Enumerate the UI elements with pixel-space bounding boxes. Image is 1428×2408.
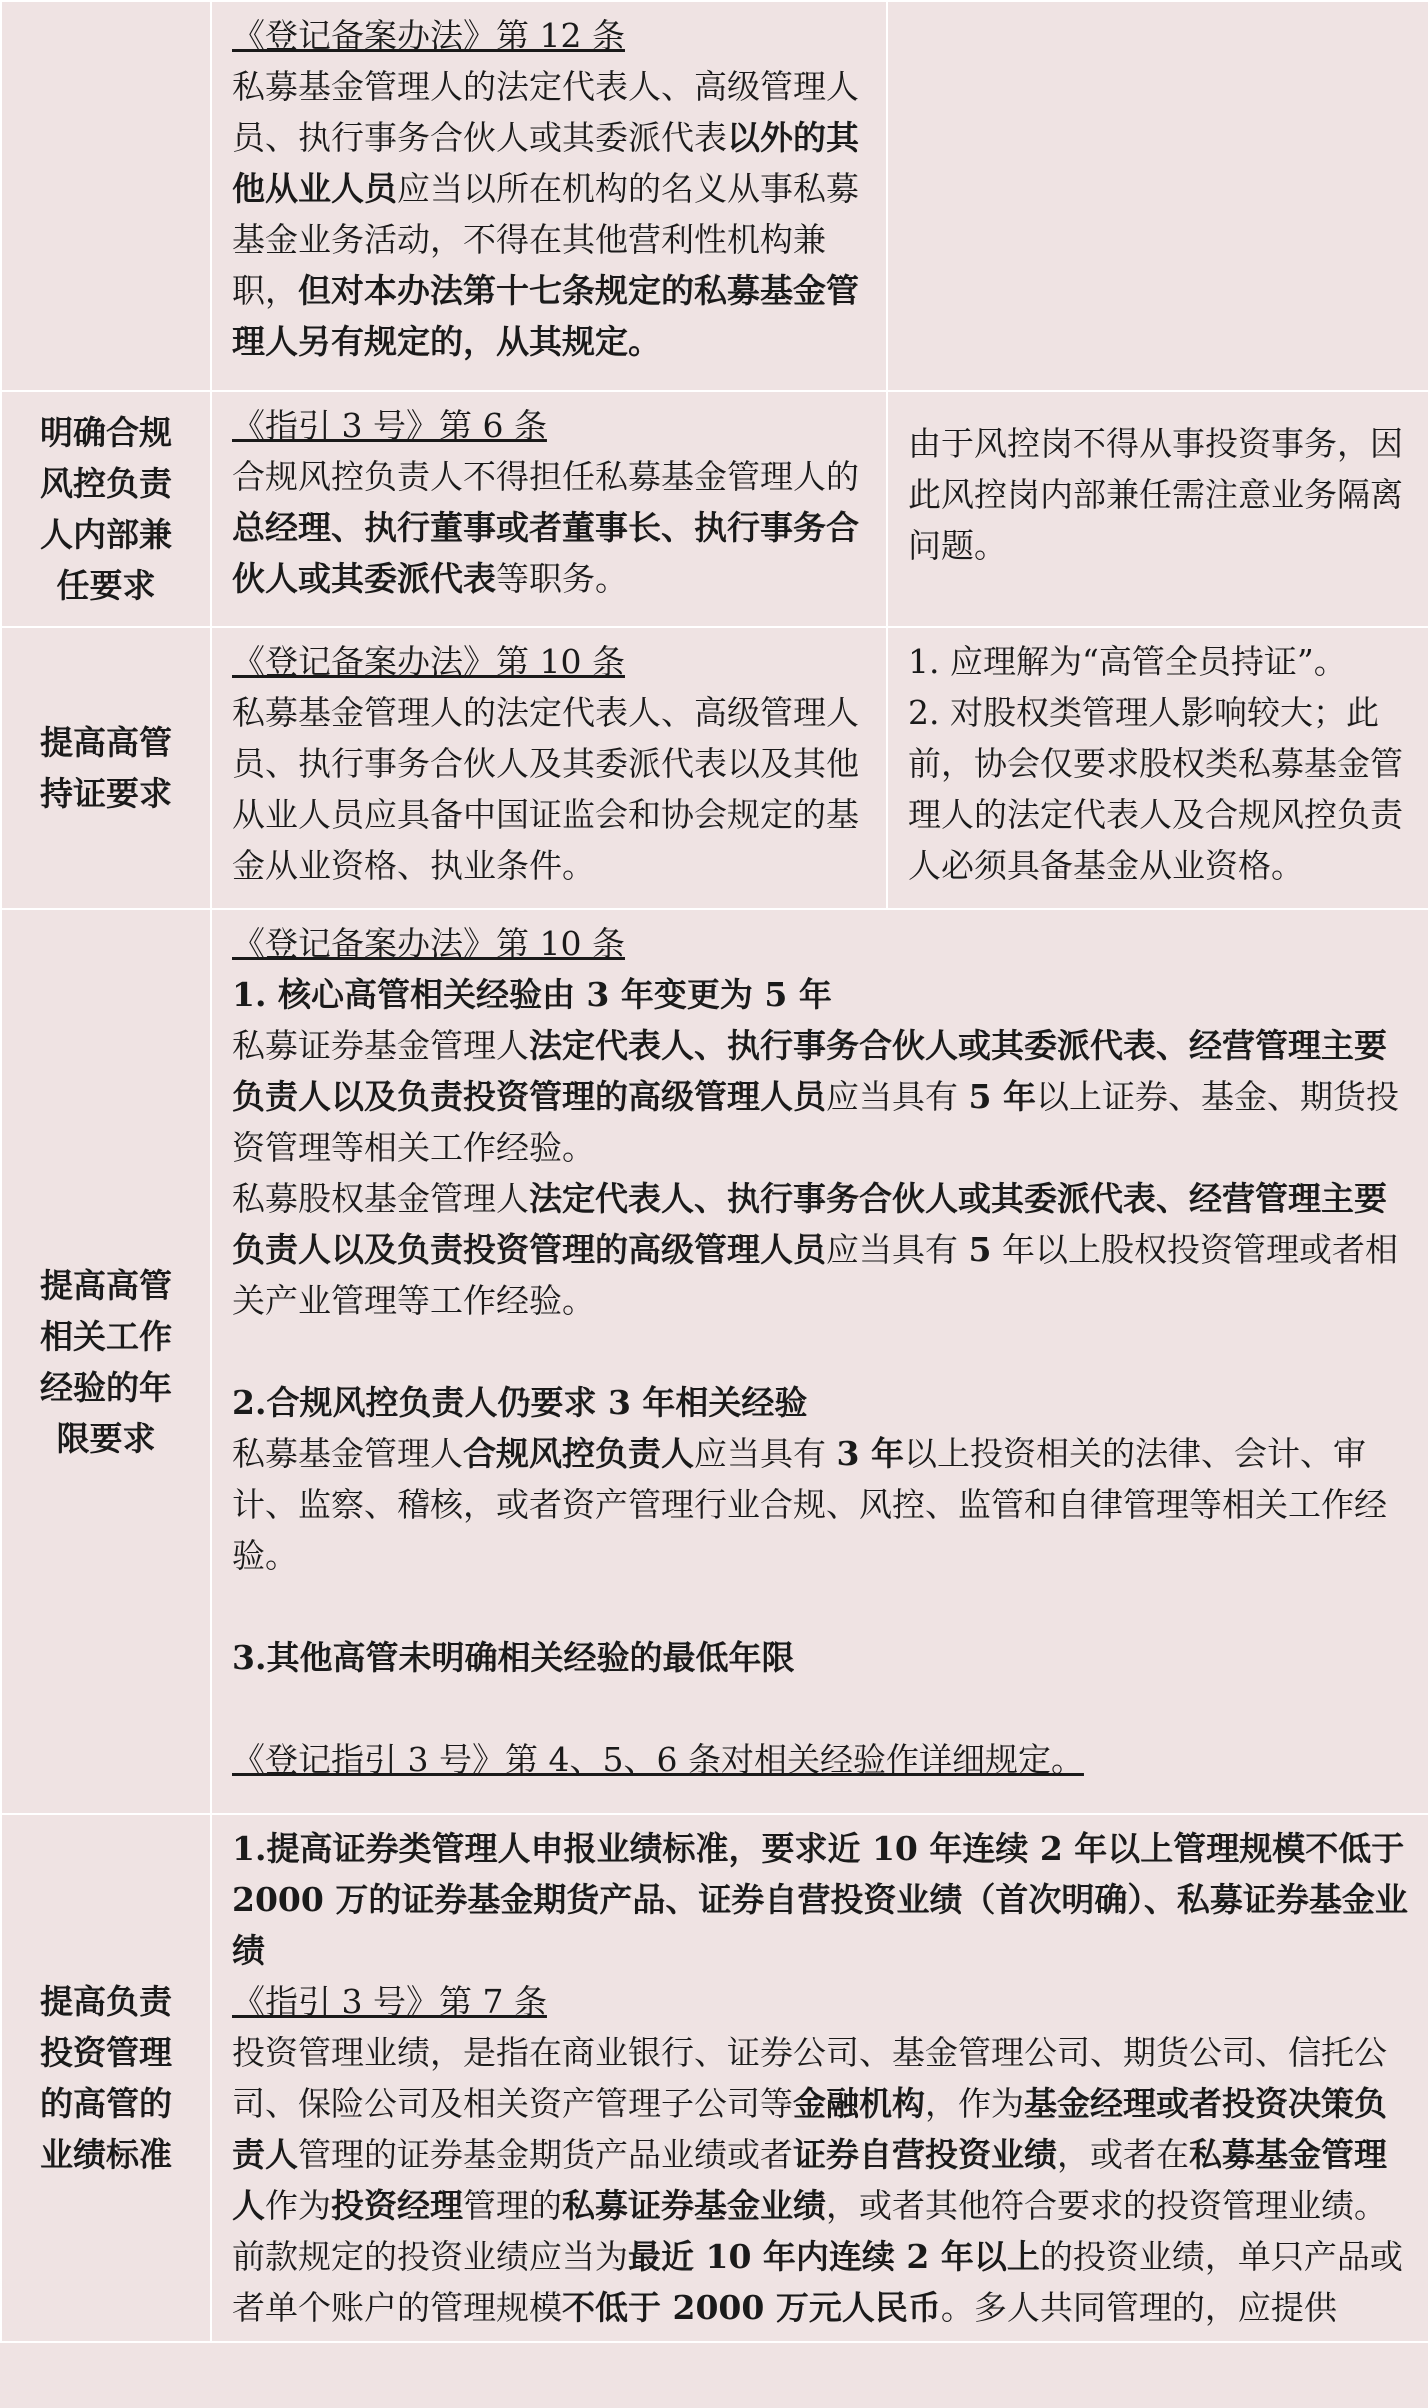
- table-row: [1, 627, 1428, 909]
- row-label: 提高负责投资管理的高管的业绩标准: [1, 1814, 211, 2342]
- row-content: [211, 1, 887, 391]
- row-content: [211, 909, 1428, 1814]
- table-row: [1, 1814, 1428, 2342]
- row-note: 1. 应理解为“高管全员持证”。 2. 对股权类管理人影响较大；此前，协会仅要求股权类私募基金管理人的法定代表人及合规风控负责人必须具备基金从业资格。: [887, 627, 1428, 909]
- section-heading: 3.其他高管未明确相关经验的最低年限: [232, 1638, 795, 1677]
- regulation-reference: 《指引 3 号》第 7 条: [232, 1982, 547, 2021]
- row-label: 提高高管相关工作经验的年限要求: [1, 909, 211, 1814]
- row-note: 由于风控岗不得从事投资事务，因此风控岗内部兼任需注意业务隔离问题。: [887, 391, 1428, 627]
- section-heading: 2.合规风控负责人仍要求 3 年相关经验: [232, 1383, 808, 1422]
- regulation-text: 私募基金管理人的法定代表人、高级管理人员、执行事务合伙人及其委派代表以及其他从业人员应具备中国证监会和协会规定的基金从业资格、执业条件。: [232, 693, 859, 885]
- regulation-reference: 《登记指引 3 号》第 4、5、6 条对相关经验作详细规定。: [232, 1740, 1084, 1779]
- regulation-reference: 《登记备案办法》第 12 条: [232, 16, 625, 55]
- section-heading: 1.提高证券类管理人申报业绩标准，要求近 10 年连续 2 年以上管理规模不低于 2000 万的证券基金期货产品、证券自营投资业绩（首次明确）、私募证券基金业绩: [232, 1829, 1408, 1970]
- row-content: [211, 1814, 1428, 2342]
- row-content: [211, 627, 887, 909]
- table-row: [1, 391, 1428, 627]
- section-heading: 1. 核心高管相关经验由 3 年变更为 5 年: [232, 975, 832, 1014]
- regulation-reference: 《登记备案办法》第 10 条: [232, 924, 625, 963]
- regulation-text: 私募证券基金管理人法定代表人、执行事务合伙人或其委派代表、经营管理主要负责人以及负责投资管理的高级管理人员应当具有 5 年以上证券、基金、期货投资管理等相关工作经验。: [232, 1026, 1399, 1167]
- table-row: [1, 909, 1428, 1814]
- regulation-reference: 《指引 3 号》第 6 条: [232, 406, 547, 445]
- row-content: [211, 391, 887, 627]
- regulation-reference: 《登记备案办法》第 10 条: [232, 642, 625, 681]
- row-label: [1, 1, 211, 391]
- regulation-text: 私募股权基金管理人法定代表人、执行事务合伙人或其委派代表、经营管理主要负责人以及负责投资管理的高级管理人员应当具有 5 年以上股权投资管理或者相关产业管理等工作经验。: [232, 1179, 1398, 1320]
- regulation-text: 私募基金管理人合规风控负责人应当具有 3 年以上投资相关的法律、会计、审计、监察、稽核，或者资产管理行业合规、风控、监管和自律管理等相关工作经验。: [232, 1434, 1387, 1575]
- regulation-text: 前款规定的投资业绩应当为最近 10 年内连续 2 年以上的投资业绩，单只产品或者单个账户的管理规模不低于 2000 万元人民币。多人共同管理的，应提供: [232, 2237, 1403, 2327]
- row-note: [887, 1, 1428, 391]
- row-label: 明确合规风控负责人内部兼任要求: [1, 391, 211, 627]
- regulation-text: 合规风控负责人不得担任私募基金管理人的总经理、执行董事或者董事长、执行事务合伙人或其委派代表等职务。: [232, 457, 859, 598]
- regulation-text: 私募基金管理人的法定代表人、高级管理人员、执行事务合伙人或其委派代表以外的其他从业人员应当以所在机构的名义从事私募基金业务活动，不得在其他营利性机构兼职，但对本办法第十七条规定的私募基金管理人另有规定的，从其规定。: [232, 67, 859, 361]
- table-row: [1, 1, 1428, 391]
- regulation-text: 投资管理业绩，是指在商业银行、证券公司、基金管理公司、期货公司、信托公司、保险公司及相关资产管理子公司等金融机构，作为基金经理或者投资决策负责人管理的证券基金期货产品业绩或者证券自营投资业绩，或者在私募基金管理人作为投资经理管理的私募证券基金业绩，或者其他符合要求的投资管理业绩。: [232, 2033, 1387, 2225]
- row-label: 提高高管持证要求: [1, 627, 211, 909]
